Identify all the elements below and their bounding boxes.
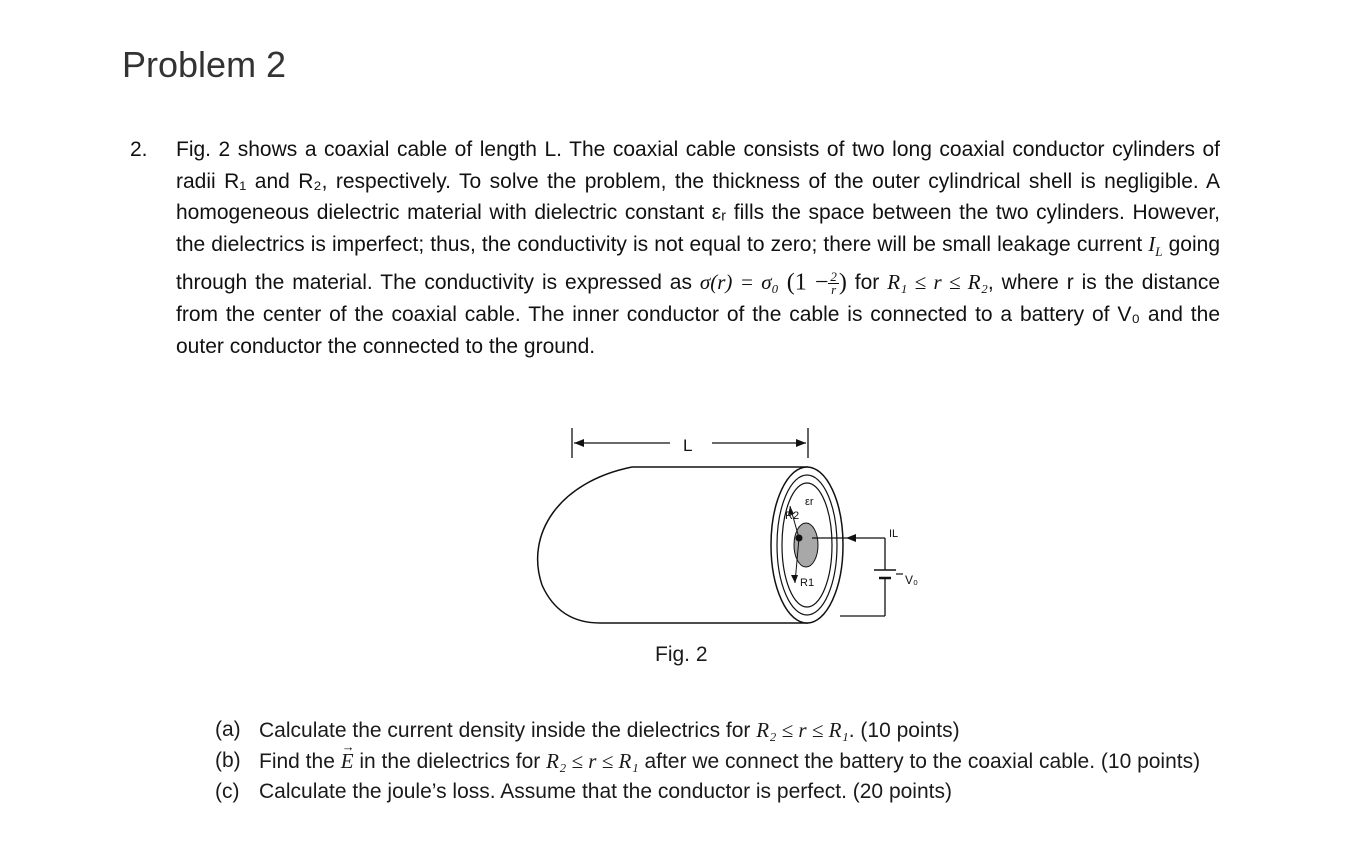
- part-b-label: (b): [215, 749, 241, 772]
- problem-body: [176, 134, 1220, 362]
- problem-text-1: Fig. 2 shows a coaxial cable of length L. The coaxial cable consists of two long coaxial conductor cylinders of radii R₁ and R₂, respectively. To solve the problem, the thickness of the outer cylindrical shell is negligible. A homogeneous dielectric material with dielectric constant εᵣ fills the space between the two cylinders. However, the dielectrics is imperfect; thus, the conductivity is not equal to zero; there will be small leakage current: [176, 138, 1220, 256]
- fraction-2-over-r: $\frac{2}{r}$: [830, 269, 837, 298]
- current-label: IL: [889, 528, 899, 540]
- problem-text-3: for: [846, 271, 888, 295]
- part-c-label: (c): [215, 780, 240, 803]
- leak-current-symbol: $I_L$: [1148, 231, 1163, 259]
- r2-label: R2: [785, 510, 800, 522]
- page-title: Problem 2: [122, 44, 287, 85]
- length-label: L: [683, 436, 693, 455]
- figure-caption: Fig. 2: [655, 643, 708, 666]
- part-b: (b) Find the → E in the dielectrics for R₂ ≤ r ≤ R₁ after we connect the battery to the coaxial cable. (10 points): [215, 746, 1225, 777]
- epsilon-label: εr: [805, 496, 814, 508]
- part-a-label: (a): [215, 718, 241, 741]
- range-expression: R₁ ≤ r ≤ R₂: [887, 270, 988, 295]
- voltage-label: V₀: [905, 573, 918, 587]
- problem-statement: [130, 134, 1220, 362]
- e-field-vector: → E: [341, 746, 354, 776]
- frac-close: ): [838, 269, 847, 296]
- sigma-expression: σ(r) = σ₀: [699, 270, 779, 295]
- problem-text-2: going through the material. The conductivity is expressed as: [176, 232, 1221, 295]
- question-parts: [215, 715, 1225, 807]
- problem-number: 2.: [130, 138, 148, 161]
- part-c: (c) Calculate the joule’s loss. Assume that the conductor is perfect. (20 points): [215, 777, 1225, 807]
- part-a: (a) Calculate the current density inside the dielectrics for R₂ ≤ r ≤ R₁. (10 points): [215, 715, 1225, 746]
- r1-label: R1: [800, 577, 815, 589]
- frac-open: (1 −: [786, 269, 829, 296]
- coaxial-cable-figure: [520, 420, 940, 635]
- problem-text-4: , where r is the distance from the center of the coaxial cable. The inner conductor of the cable is connected to a battery of V₀ and the outer conductor the connected to the ground.: [176, 271, 1221, 358]
